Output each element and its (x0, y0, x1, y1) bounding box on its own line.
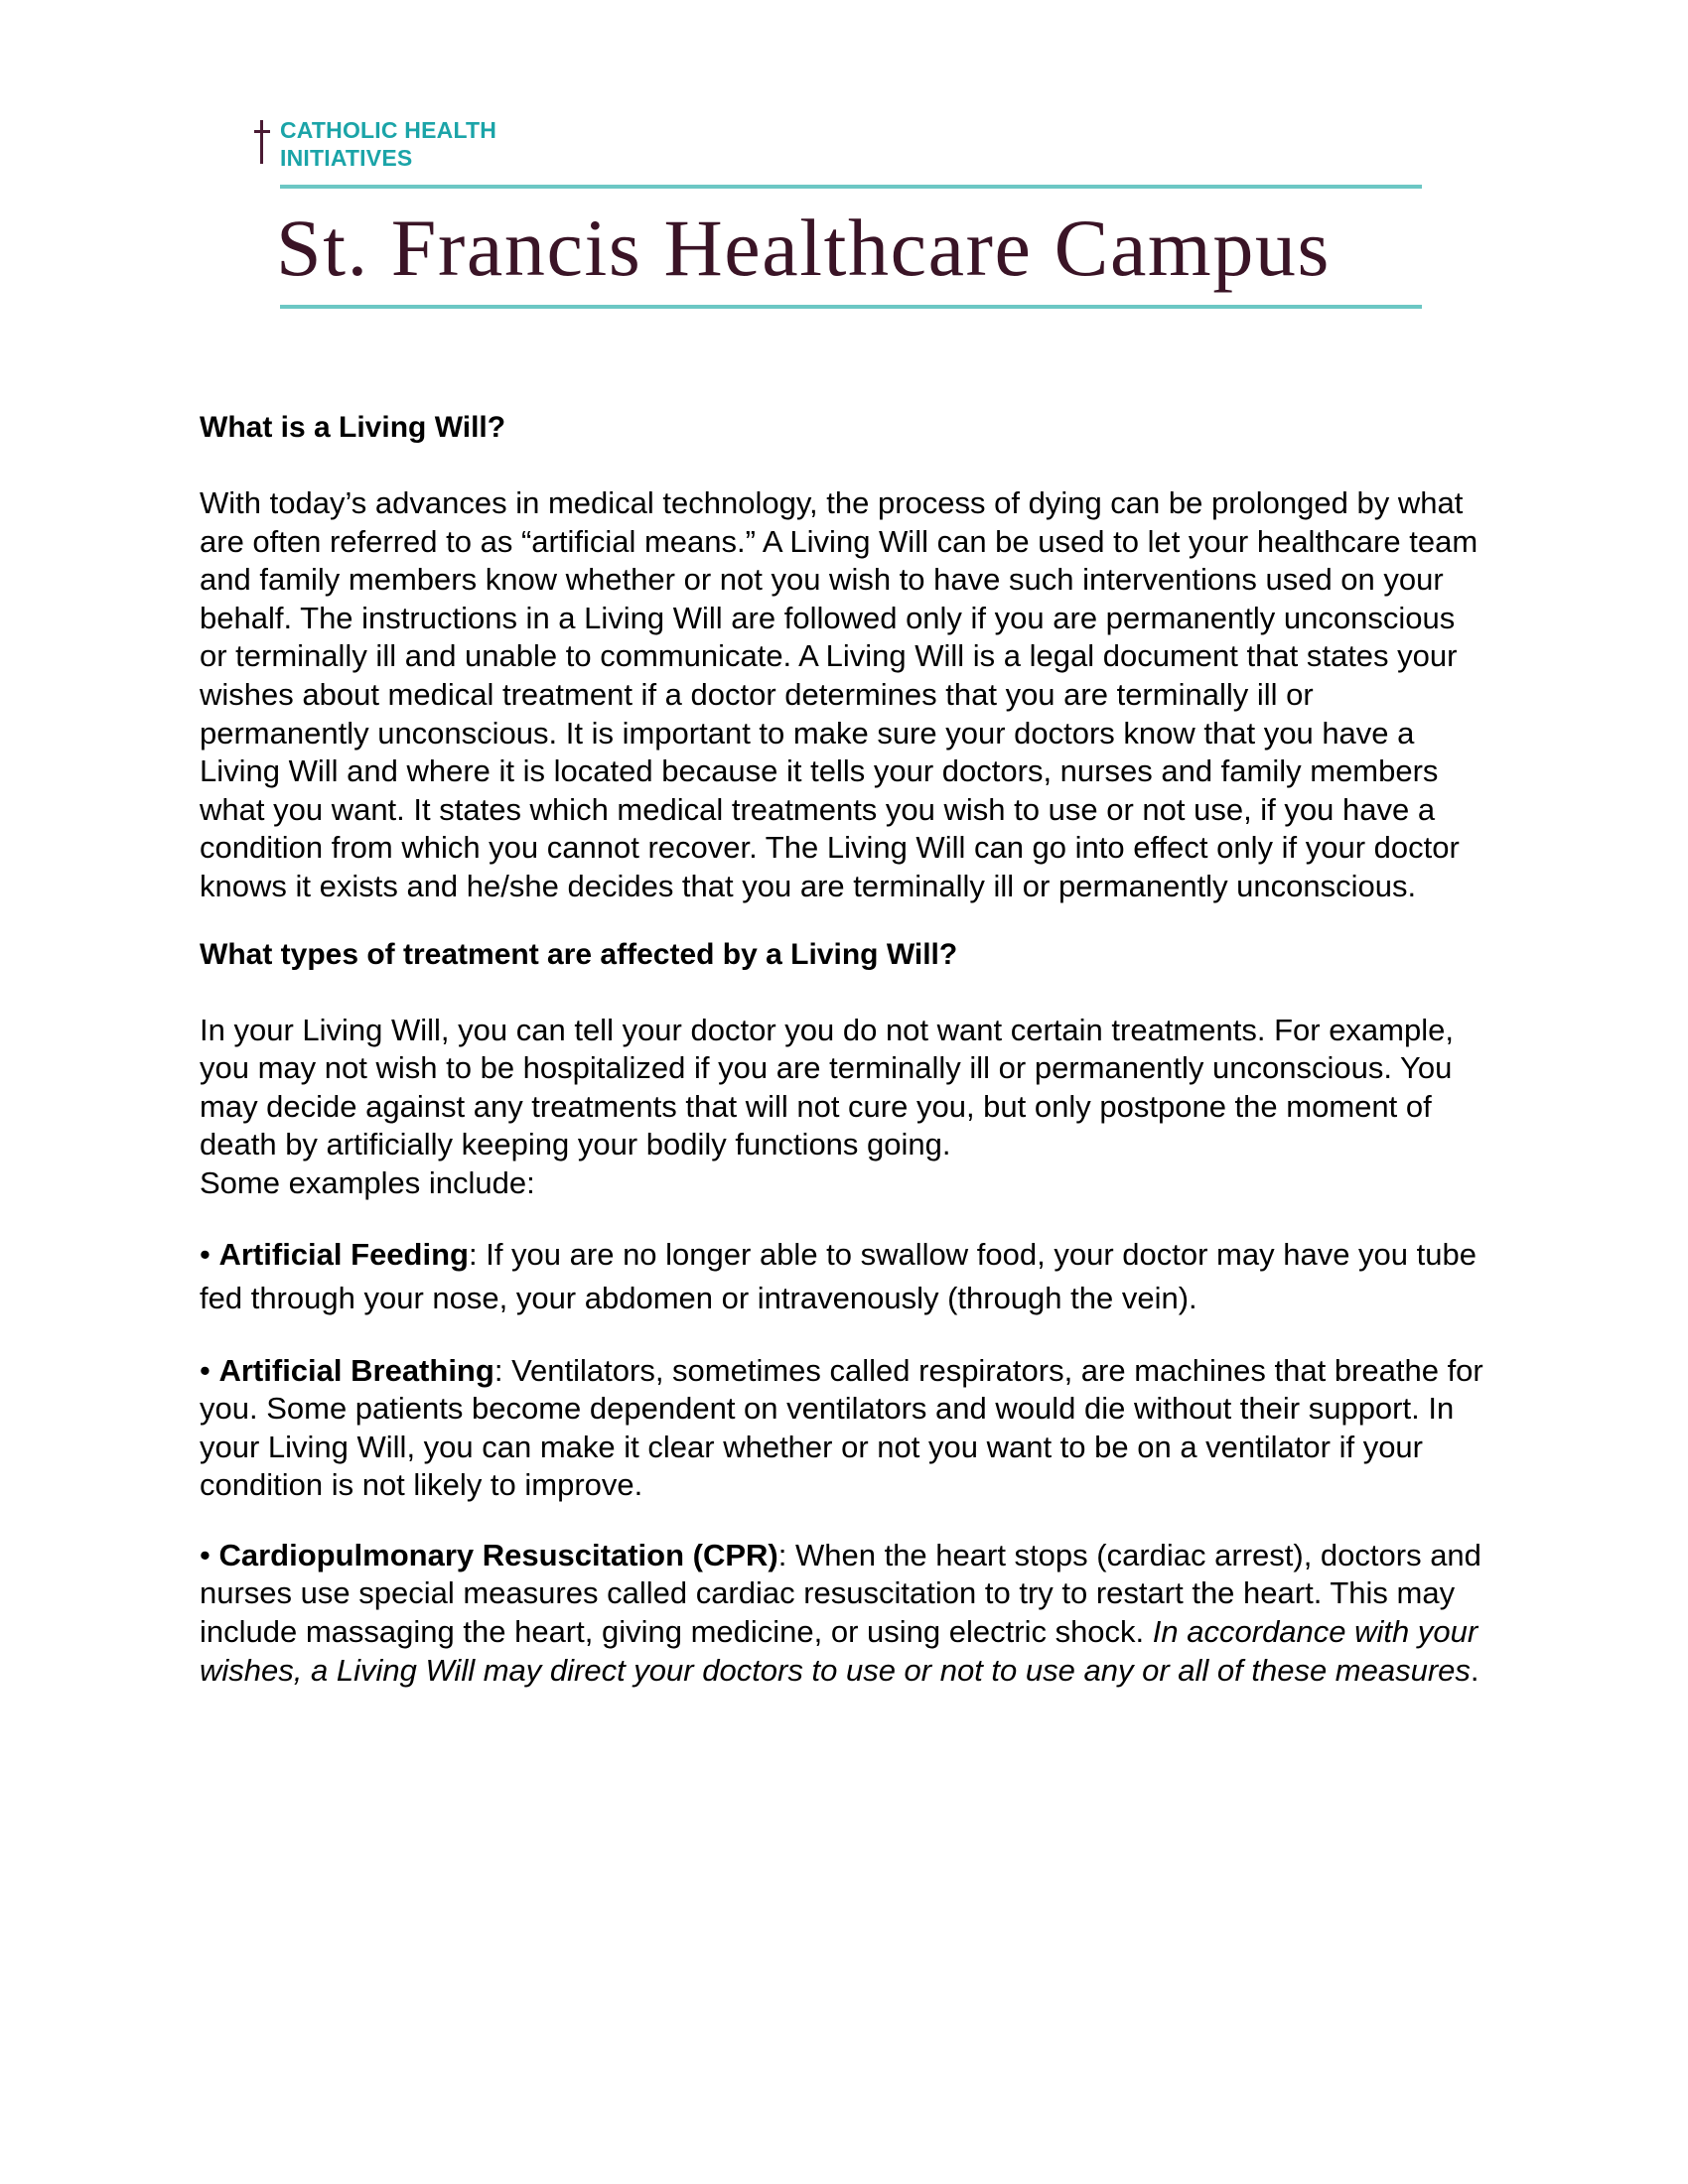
section-paragraph: With today’s advances in medical technology, the process of dying can be prolonged by what are often referred to as “artificial means.” A Living Will can be used to let your healthcare team and family members know whether or not you wish to have such interventions used on your behalf. The instructions in a Living Will are followed only if you are permanently unconscious or terminally ill and unable to communicate. A Living Will is a legal document that states your wishes about medical treatment if a doctor determines that you are terminally ill or permanently unconscious. It is important to make sure your doctors know that you have a Living Will and where it is located because it tells your doctors, nurses and family members what you want. It states which medical treatments you wish to use or not use, if you have a condition from which you cannot recover. The Living Will can go into effect only if your doctor knows it exists and he/she decides that you are terminally ill or permanently unconscious. (200, 485, 1478, 903)
bullet-italic-text: In accordance with your wishes, a Living Will may direct your doctors to use or not to use any or all of these measures (200, 1614, 1478, 1688)
paragraph-text: In your Living Will, you can tell your doctor you do not want certain treatments. For example, you may not wish to be hospitalized if you are terminally ill or permanently unconscious. You may decide against any treatments that will not cure you, but only postpone the moment of death by artificially keeping your bodily functions going. (200, 1012, 1454, 1162)
org-name-line-2: INITIATIVES (280, 145, 413, 171)
bullet-term: Artificial Feeding (218, 1236, 469, 1272)
bullet-end-punctuation: . (1470, 1652, 1479, 1688)
bullet-term: Artificial Breathing (218, 1352, 494, 1388)
bullet-text: Ventilators, sometimes called respirators, are machines that breathe for you. Some patients become dependent on ventilators and would die without their support. In your Living Will, you can make it clear whether or not you want to be on a ventilator if your condition is not likely to improve. (200, 1352, 1483, 1503)
letterhead-top-rule (280, 185, 1422, 189)
list-item (200, 1537, 1490, 1690)
bullet-separator: : (493, 1352, 503, 1388)
section-paragraph (200, 1012, 1490, 1203)
list-item (200, 1233, 1490, 1320)
cross-icon (254, 120, 270, 164)
org-logo-text (280, 116, 496, 172)
bullet-separator: : (468, 1236, 478, 1272)
bullet-marker: • (200, 1236, 211, 1272)
list-item (200, 1352, 1490, 1505)
bullet-marker: • (200, 1352, 211, 1388)
paragraph-text: Some examples include: (200, 1164, 535, 1200)
campus-name: St. Francis Healthcare Campus (276, 203, 1332, 293)
bullet-text: If you are no longer able to swallow food, your doctor may have you tube fed through your nose, your abdomen or intravenously (through the vein). (200, 1236, 1477, 1315)
letterhead (0, 0, 1688, 338)
bullet-marker: • (200, 1537, 211, 1572)
bullet-text: When the heart stops (cardiac arrest), doctors and nurses use special measures called cardiac resuscitation to try to restart the heart. This may include massaging the heart, giving medicine, or using electric shock. (200, 1537, 1481, 1650)
org-name-line-1: CATHOLIC HEALTH (280, 117, 497, 143)
bullet-term: Cardiopulmonary Resuscitation (CPR) (218, 1537, 778, 1572)
bullet-separator: : (777, 1537, 787, 1572)
letterhead-bottom-rule (280, 305, 1422, 309)
section-heading: What types of treatment are affected by a Living Will? (200, 937, 958, 971)
document-body (200, 409, 1490, 1721)
section-heading: What is a Living Will? (200, 411, 506, 444)
